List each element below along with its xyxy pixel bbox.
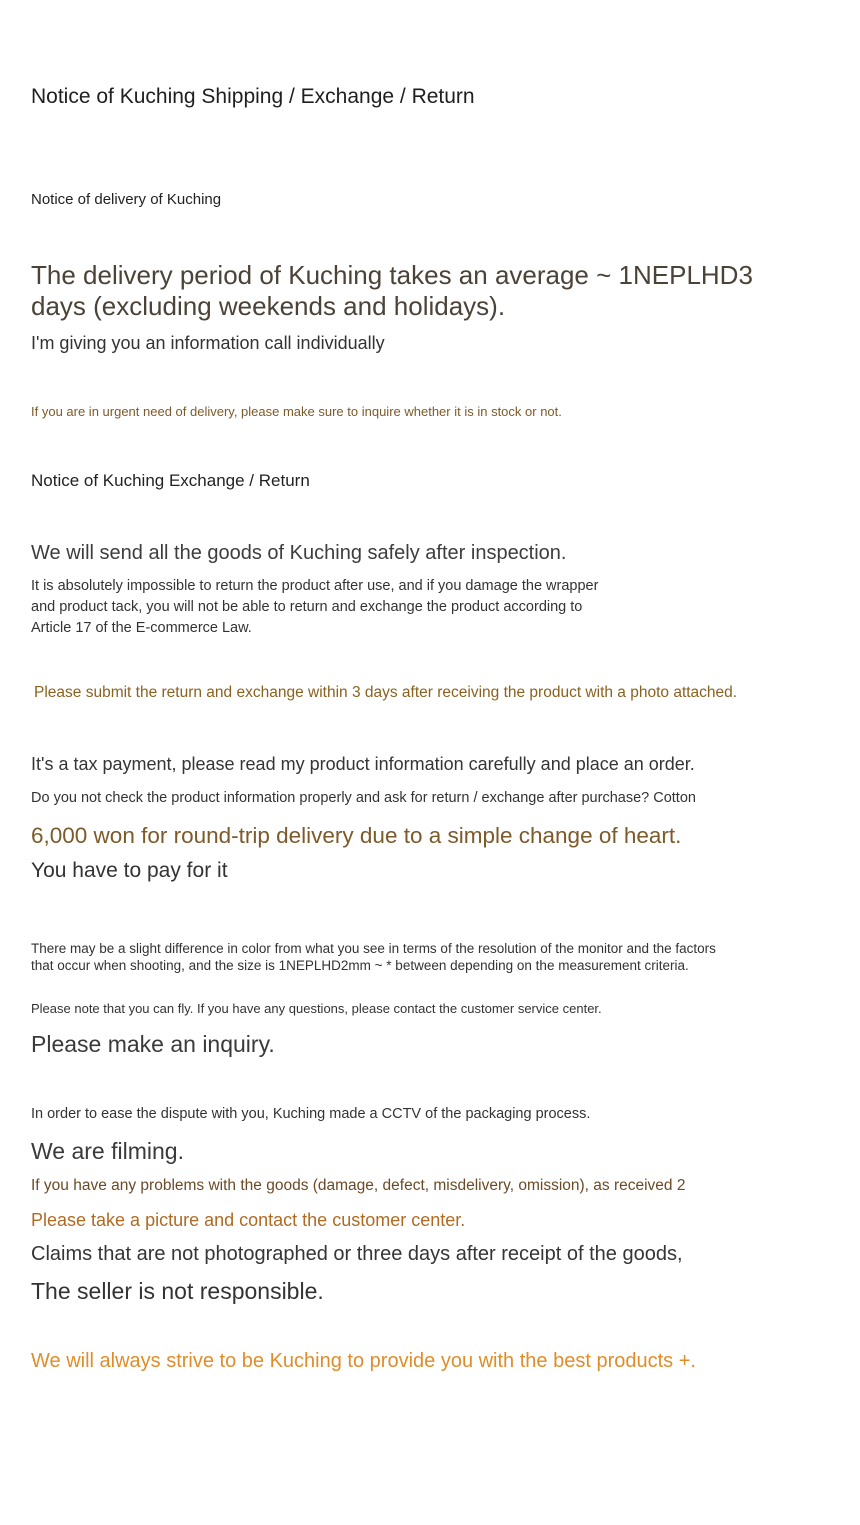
exchange-return-heading: Notice of Kuching Exchange / Return — [31, 471, 310, 490]
filming-text: We are filming. — [31, 1138, 184, 1164]
delivery-notice-heading: Notice of delivery of Kuching — [31, 191, 222, 208]
pay-for-it-text: You have to pay for it — [31, 859, 228, 882]
round-trip-fee-text: 6,000 won for round-trip delivery due to a simple change of heart. — [31, 823, 682, 848]
delivery-period-line-1: The delivery period of Kuching takes an average ~ 1NEPLHD3 — [31, 260, 753, 290]
tax-payment-statement: It's a tax payment, please read my product information carefully and place an order. — [31, 754, 695, 774]
page-title: Notice of Kuching Shipping / Exchange / Return — [31, 85, 475, 108]
color-difference-line-2: that occur when shooting, and the size is 1NEPLHD2mm ~ * between depending on the measurement criteria. — [31, 958, 689, 973]
delivery-period-line-2: days (excluding weekends and holidays). — [31, 291, 506, 321]
information-call-text: I'm giving you an information call individually — [31, 333, 385, 353]
safe-shipping-statement: We will send all the goods of Kuching safely after inspection. — [31, 542, 567, 564]
take-picture-text: Please take a picture and contact the customer center. — [31, 1210, 466, 1230]
return-policy-line-1: It is absolutely impossible to return the product after use, and if you damage the wrapper — [31, 578, 599, 594]
cctv-packaging-text: In order to ease the dispute with you, Kuching made a CCTV of the packaging process. — [31, 1106, 591, 1122]
urgent-delivery-note: If you are in urgent need of delivery, please make sure to inquire whether it is in stock or not. — [31, 404, 562, 419]
seller-not-responsible-text: The seller is not responsible. — [31, 1278, 324, 1304]
return-submit-note: Please submit the return and exchange within 3 days after receiving the product with a photo attached. — [34, 684, 738, 701]
customer-service-note: Please note that you can fly. If you have any questions, please contact the customer service center. — [31, 1001, 602, 1016]
return-policy-line-3: Article 17 of the E-commerce Law. — [31, 620, 252, 636]
return-policy-line-2: and product tack, you will not be able to return and exchange the product according to — [31, 599, 583, 615]
claims-text: Claims that are not photographed or three days after receipt of the goods, — [31, 1243, 683, 1265]
color-difference-line-1: There may be a slight difference in color from what you see in terms of the resolution of the monitor and the factors — [31, 941, 716, 956]
product-info-check-text: Do you not check the product information properly and ask for return / exchange after purchase? Cotton — [31, 790, 696, 806]
goods-problems-text: If you have any problems with the goods (damage, defect, misdelivery, omission), as received 2 — [31, 1177, 686, 1194]
closing-promise-text: We will always strive to be Kuching to provide you with the best products +. — [31, 1350, 696, 1372]
make-inquiry-text: Please make an inquiry. — [31, 1031, 275, 1057]
